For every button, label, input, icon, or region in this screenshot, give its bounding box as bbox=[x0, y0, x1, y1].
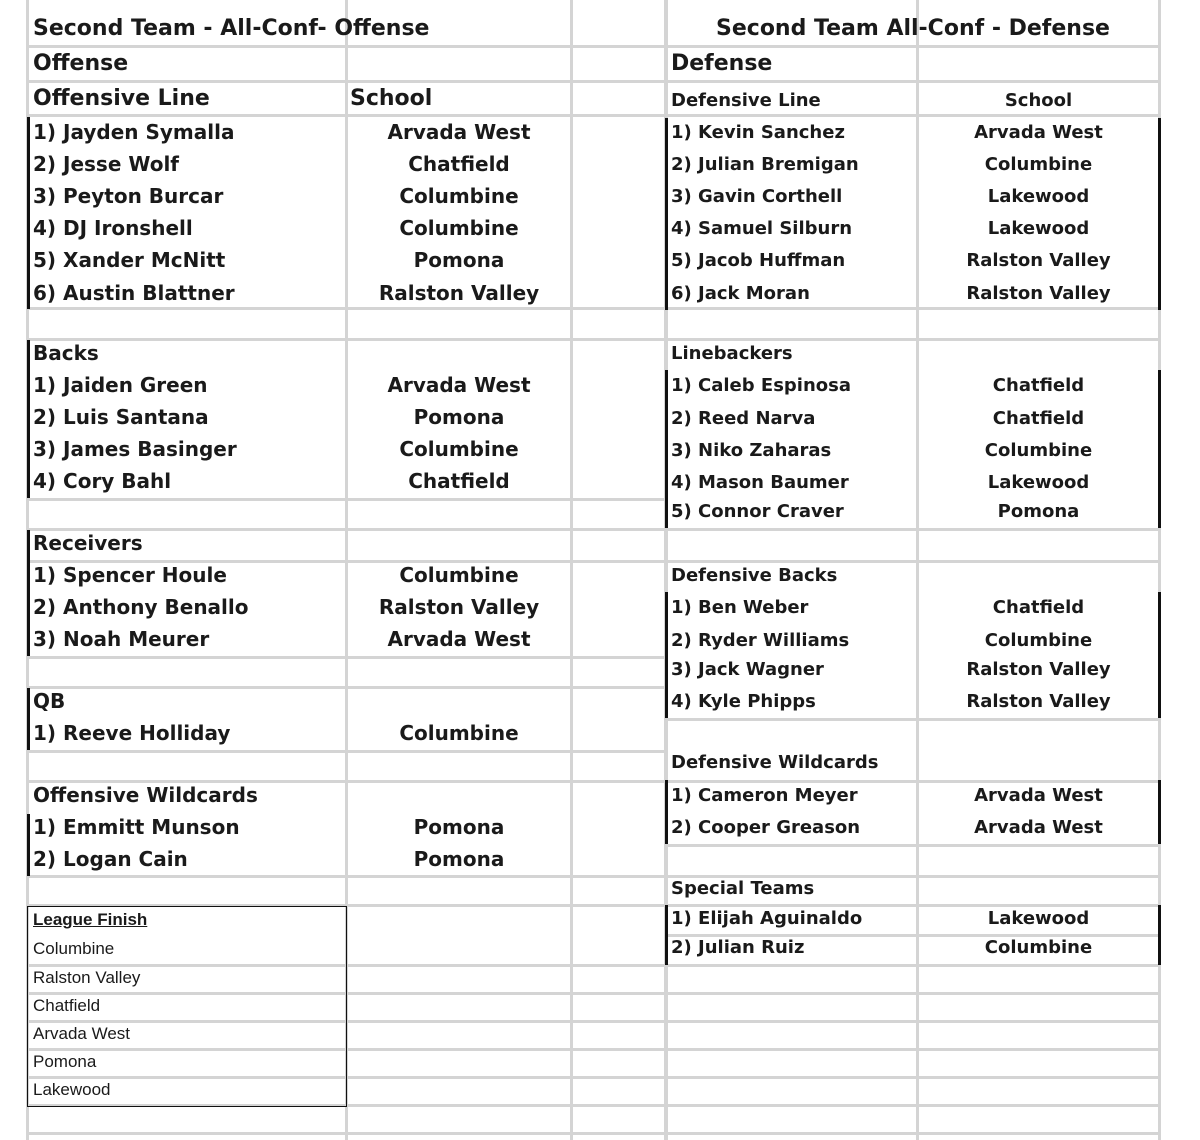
player-name: 1) Reeve Holliday bbox=[33, 721, 231, 745]
group-border bbox=[27, 814, 30, 876]
offensive-wildcards-label: Offensive Wildcards bbox=[33, 783, 258, 807]
player-school: Lakewood bbox=[987, 908, 1090, 929]
group-border bbox=[665, 118, 668, 310]
defense-header: Defense bbox=[671, 51, 773, 76]
group-border bbox=[27, 688, 30, 750]
player-school: Arvada West bbox=[387, 373, 531, 397]
player-school: Columbine bbox=[399, 437, 519, 461]
player-name: 4) DJ Ironshell bbox=[33, 216, 193, 240]
player-name: 2) Jesse Wolf bbox=[33, 152, 180, 176]
qb-label: QB bbox=[33, 689, 66, 713]
league-finish-title: League Finish bbox=[33, 910, 148, 929]
player-name: 4) Kyle Phipps bbox=[671, 691, 816, 712]
player-name: 1) Jayden Symalla bbox=[33, 120, 235, 144]
player-school: Columbine bbox=[984, 440, 1093, 461]
player-name: 1) Cameron Meyer bbox=[671, 785, 858, 806]
player-name: 2) Ryder Williams bbox=[671, 630, 850, 651]
receivers-label: Receivers bbox=[33, 531, 143, 555]
player-name: 2) Cooper Greason bbox=[671, 817, 861, 838]
player-school: Columbine bbox=[984, 937, 1093, 958]
player-school: Pomona bbox=[413, 815, 505, 839]
league-finish-team: Arvada West bbox=[33, 1024, 131, 1043]
player-school: Chatfield bbox=[408, 469, 510, 493]
offensive-line-label: Offensive Line bbox=[33, 86, 210, 111]
defense-school-header: School bbox=[1004, 90, 1073, 111]
group-border bbox=[665, 780, 668, 844]
player-school: Ralston Valley bbox=[966, 283, 1111, 304]
player-school: Chatfield bbox=[992, 597, 1085, 618]
player-school: Ralston Valley bbox=[966, 250, 1111, 271]
player-school: Pomona bbox=[413, 847, 505, 871]
player-name: 3) James Basinger bbox=[33, 437, 237, 461]
player-name: 2) Logan Cain bbox=[33, 847, 188, 871]
group-border bbox=[1158, 780, 1161, 844]
player-school: Lakewood bbox=[987, 218, 1090, 239]
player-name: 5) Connor Craver bbox=[671, 501, 844, 522]
player-name: 1) Jaiden Green bbox=[33, 373, 208, 397]
player-school: Columbine bbox=[984, 630, 1093, 651]
player-name: 3) Gavin Corthell bbox=[671, 186, 843, 207]
player-name: 3) Niko Zaharas bbox=[671, 440, 832, 461]
grid-col-line bbox=[570, 0, 573, 1140]
player-school: Columbine bbox=[984, 154, 1093, 175]
group-border bbox=[1158, 905, 1161, 965]
player-name: 1) Elijah Aguinaldo bbox=[671, 908, 863, 929]
player-name: 2) Anthony Benallo bbox=[33, 595, 249, 619]
player-school: Columbine bbox=[399, 216, 519, 240]
player-school: Arvada West bbox=[387, 627, 531, 651]
group-border bbox=[1158, 118, 1161, 310]
league-finish-team: Columbine bbox=[33, 939, 115, 958]
defense-title: Second Team All-Conf - Defense bbox=[716, 16, 1110, 41]
player-school: Arvada West bbox=[974, 122, 1103, 143]
player-school: Columbine bbox=[399, 563, 519, 587]
offense-title: Second Team - All-Conf- Offense bbox=[33, 16, 430, 41]
player-name: 6) Austin Blattner bbox=[33, 281, 235, 305]
group-border bbox=[27, 117, 30, 309]
player-school: Ralston Valley bbox=[378, 281, 540, 305]
player-name: 4) Samuel Silburn bbox=[671, 218, 853, 239]
group-border bbox=[665, 905, 668, 965]
player-name: 3) Jack Wagner bbox=[671, 659, 824, 680]
group-border bbox=[1158, 370, 1161, 528]
player-school: Chatfield bbox=[992, 375, 1085, 396]
player-school: Ralston Valley bbox=[966, 691, 1111, 712]
player-school: Columbine bbox=[399, 184, 519, 208]
player-name: 2) Luis Santana bbox=[33, 405, 209, 429]
player-name: 2) Julian Bremigan bbox=[671, 154, 859, 175]
defensive-line-label: Defensive Line bbox=[671, 90, 821, 111]
player-name: 1) Kevin Sanchez bbox=[671, 122, 845, 143]
league-finish-team: Lakewood bbox=[33, 1080, 111, 1099]
player-school: Chatfield bbox=[408, 152, 510, 176]
player-school: Arvada West bbox=[974, 785, 1103, 806]
player-name: 4) Mason Baumer bbox=[671, 472, 849, 493]
defensive-backs-label: Defensive Backs bbox=[671, 565, 838, 586]
league-finish-team: Chatfield bbox=[33, 996, 101, 1015]
player-name: 2) Reed Narva bbox=[671, 408, 816, 429]
league-finish-team: Ralston Valley bbox=[33, 968, 141, 987]
group-border bbox=[665, 370, 668, 528]
player-school: Lakewood bbox=[987, 472, 1090, 493]
player-name: 5) Jacob Huffman bbox=[671, 250, 846, 271]
player-school: Chatfield bbox=[992, 408, 1085, 429]
player-school: Ralston Valley bbox=[966, 659, 1111, 680]
special-teams-label: Special Teams bbox=[671, 878, 815, 899]
offense-school-header: School bbox=[350, 86, 433, 111]
group-border bbox=[27, 530, 30, 656]
group-border bbox=[665, 592, 668, 718]
player-name: 4) Cory Bahl bbox=[33, 469, 172, 493]
player-name: 1) Spencer Houle bbox=[33, 563, 227, 587]
player-name: 1) Emmitt Munson bbox=[33, 815, 240, 839]
player-school: Columbine bbox=[399, 721, 519, 745]
league-finish-team: Pomona bbox=[33, 1052, 97, 1071]
defensive-wildcards-label: Defensive Wildcards bbox=[671, 752, 879, 773]
player-school: Arvada West bbox=[974, 817, 1103, 838]
player-name: 1) Caleb Espinosa bbox=[671, 375, 852, 396]
player-school: Pomona bbox=[997, 501, 1080, 522]
player-school: Pomona bbox=[413, 405, 505, 429]
linebackers-label: Linebackers bbox=[671, 343, 793, 364]
player-name: 1) Ben Weber bbox=[671, 597, 809, 618]
offense-header: Offense bbox=[33, 51, 129, 76]
player-school: Arvada West bbox=[387, 120, 531, 144]
player-name: 6) Jack Moran bbox=[671, 283, 810, 304]
player-school: Pomona bbox=[413, 248, 505, 272]
player-name: 3) Noah Meurer bbox=[33, 627, 210, 651]
player-name: 2) Julian Ruiz bbox=[671, 937, 805, 958]
player-school: Lakewood bbox=[987, 186, 1090, 207]
player-school: Ralston Valley bbox=[378, 595, 540, 619]
group-border bbox=[27, 340, 30, 498]
backs-label: Backs bbox=[33, 341, 99, 365]
group-border bbox=[1158, 592, 1161, 718]
player-name: 5) Xander McNitt bbox=[33, 248, 226, 272]
player-name: 3) Peyton Burcar bbox=[33, 184, 224, 208]
